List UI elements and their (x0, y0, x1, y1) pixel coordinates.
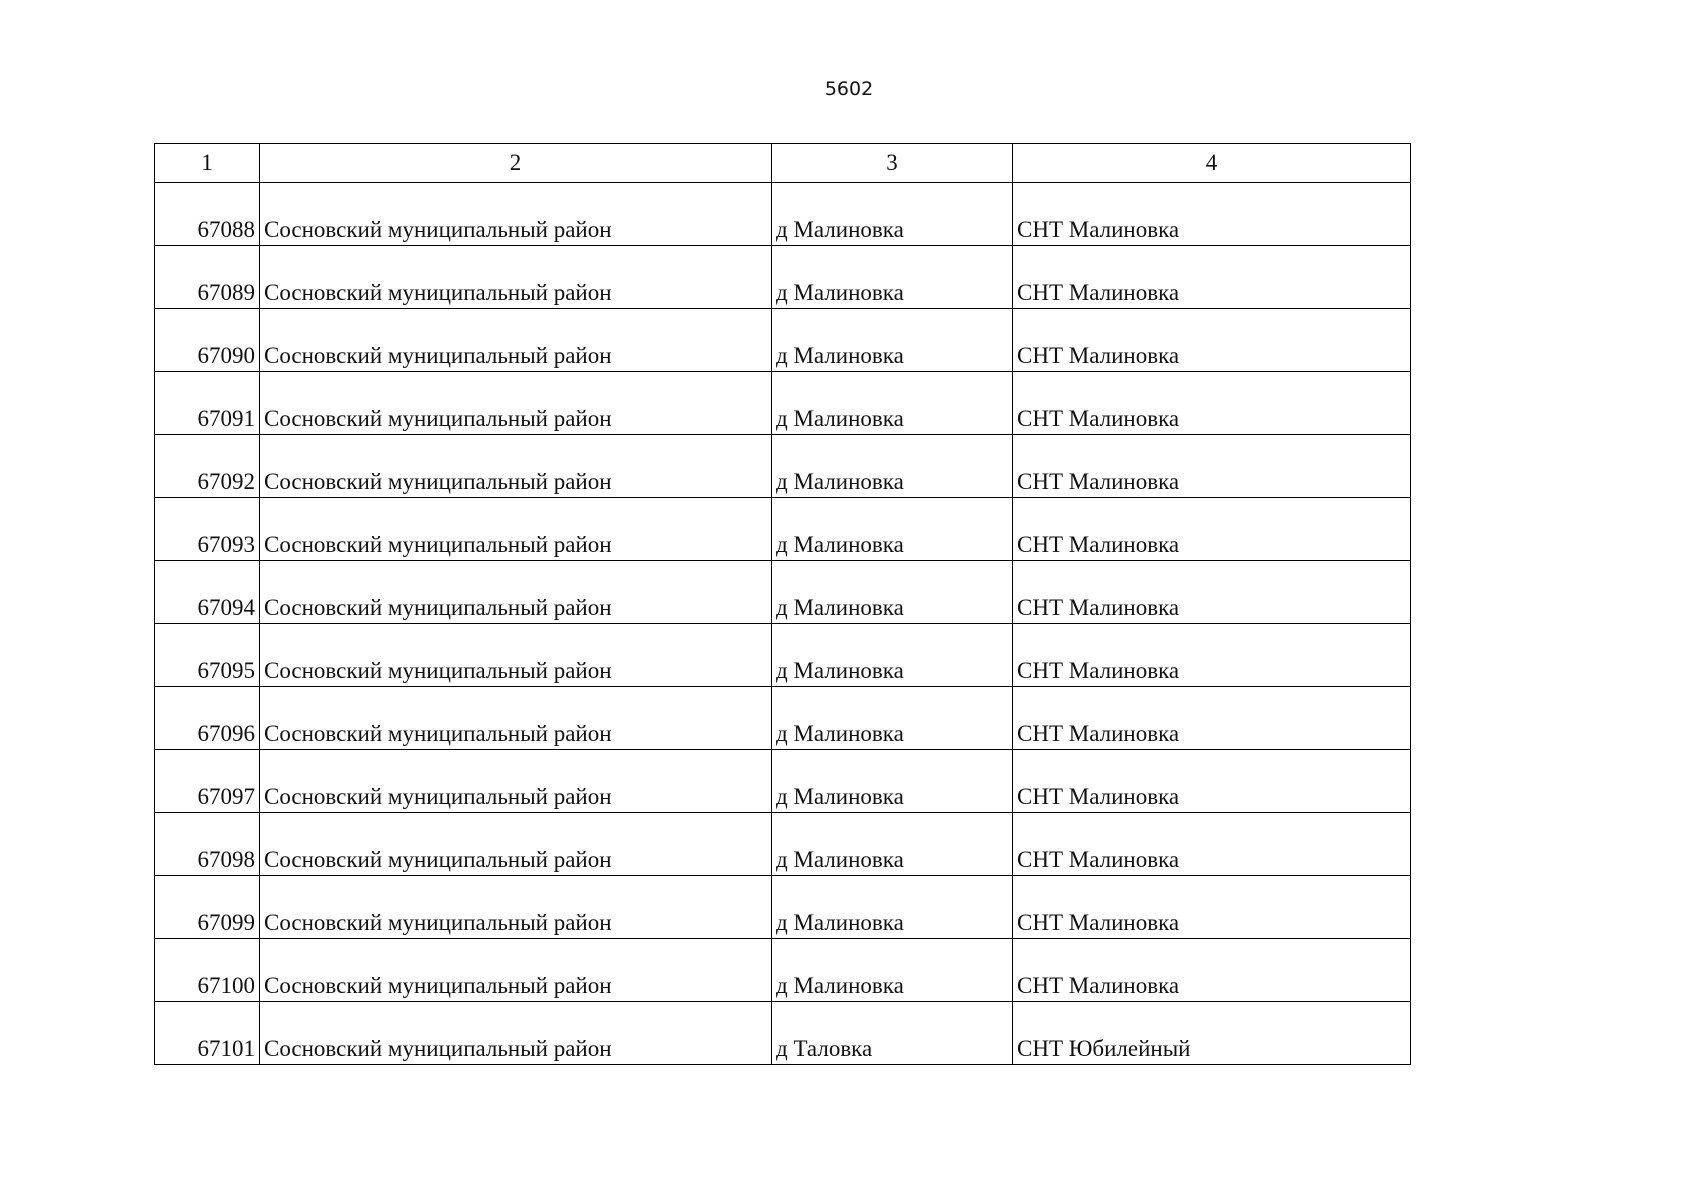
settlement-cell: СНТ Малиновка (1013, 939, 1411, 1002)
locality-cell: д Малиновка (772, 561, 1013, 624)
locality-cell: д Малиновка (772, 750, 1013, 813)
table-row (155, 309, 1411, 372)
district-cell: Сосновский муниципальный район (260, 813, 772, 876)
locality-cell: д Малиновка (772, 876, 1013, 939)
district-cell: Сосновский муниципальный район (260, 1002, 772, 1065)
table-row (155, 813, 1411, 876)
settlement-cell: СНТ Малиновка (1013, 561, 1411, 624)
district-cell: Сосновский муниципальный район (260, 876, 772, 939)
settlement-cell: СНТ Малиновка (1013, 750, 1411, 813)
district-cell: Сосновский муниципальный район (260, 687, 772, 750)
column-header-3: 3 (772, 144, 1013, 183)
table-row (155, 561, 1411, 624)
row-number-cell: 67090 (155, 309, 260, 372)
table-row (155, 246, 1411, 309)
district-cell: Сосновский муниципальный район (260, 750, 772, 813)
settlement-cell: СНТ Малиновка (1013, 435, 1411, 498)
locality-cell: д Малиновка (772, 372, 1013, 435)
district-cell: Сосновский муниципальный район (260, 939, 772, 1002)
settlement-cell: СНТ Малиновка (1013, 624, 1411, 687)
settlement-cell: СНТ Малиновка (1013, 246, 1411, 309)
settlement-cell: СНТ Юбилейный (1013, 1002, 1411, 1065)
table-row (155, 1002, 1411, 1065)
register-table (154, 143, 1411, 1065)
row-number-cell: 67099 (155, 876, 260, 939)
page-number: 5602 (824, 78, 874, 100)
locality-cell: д Малиновка (772, 435, 1013, 498)
row-number-cell: 67091 (155, 372, 260, 435)
row-number-cell: 67101 (155, 1002, 260, 1065)
settlement-cell: СНТ Малиновка (1013, 687, 1411, 750)
district-cell: Сосновский муниципальный район (260, 246, 772, 309)
locality-cell: д Малиновка (772, 309, 1013, 372)
locality-cell: д Малиновка (772, 498, 1013, 561)
row-number-cell: 67093 (155, 498, 260, 561)
row-number-cell: 67088 (155, 183, 260, 246)
district-cell: Сосновский муниципальный район (260, 183, 772, 246)
settlement-cell: СНТ Малиновка (1013, 372, 1411, 435)
table-row (155, 876, 1411, 939)
settlement-cell: СНТ Малиновка (1013, 309, 1411, 372)
locality-cell: д Малиновка (772, 687, 1013, 750)
column-header-4: 4 (1013, 144, 1411, 183)
table-row (155, 687, 1411, 750)
locality-cell: д Малиновка (772, 183, 1013, 246)
locality-cell: д Малиновка (772, 939, 1013, 1002)
locality-cell: д Малиновка (772, 246, 1013, 309)
row-number-cell: 67095 (155, 624, 260, 687)
settlement-cell: СНТ Малиновка (1013, 813, 1411, 876)
register-table-body (155, 144, 1411, 1065)
row-number-cell: 67098 (155, 813, 260, 876)
column-header-1: 1 (155, 144, 260, 183)
table-row (155, 435, 1411, 498)
district-cell: Сосновский муниципальный район (260, 435, 772, 498)
locality-cell: д Таловка (772, 1002, 1013, 1065)
settlement-cell: СНТ Малиновка (1013, 876, 1411, 939)
table-row (155, 183, 1411, 246)
row-number-cell: 67092 (155, 435, 260, 498)
column-header-2: 2 (260, 144, 772, 183)
district-cell: Сосновский муниципальный район (260, 561, 772, 624)
row-number-cell: 67097 (155, 750, 260, 813)
table-row (155, 498, 1411, 561)
table-row (155, 750, 1411, 813)
district-cell: Сосновский муниципальный район (260, 309, 772, 372)
row-number-cell: 67100 (155, 939, 260, 1002)
district-cell: Сосновский муниципальный район (260, 624, 772, 687)
table-row (155, 372, 1411, 435)
header-row (155, 144, 1411, 183)
district-cell: Сосновский муниципальный район (260, 372, 772, 435)
locality-cell: д Малиновка (772, 624, 1013, 687)
district-cell: Сосновский муниципальный район (260, 498, 772, 561)
settlement-cell: СНТ Малиновка (1013, 498, 1411, 561)
row-number-cell: 67089 (155, 246, 260, 309)
table-row (155, 939, 1411, 1002)
settlement-cell: СНТ Малиновка (1013, 183, 1411, 246)
table-row (155, 624, 1411, 687)
locality-cell: д Малиновка (772, 813, 1013, 876)
row-number-cell: 67096 (155, 687, 260, 750)
row-number-cell: 67094 (155, 561, 260, 624)
